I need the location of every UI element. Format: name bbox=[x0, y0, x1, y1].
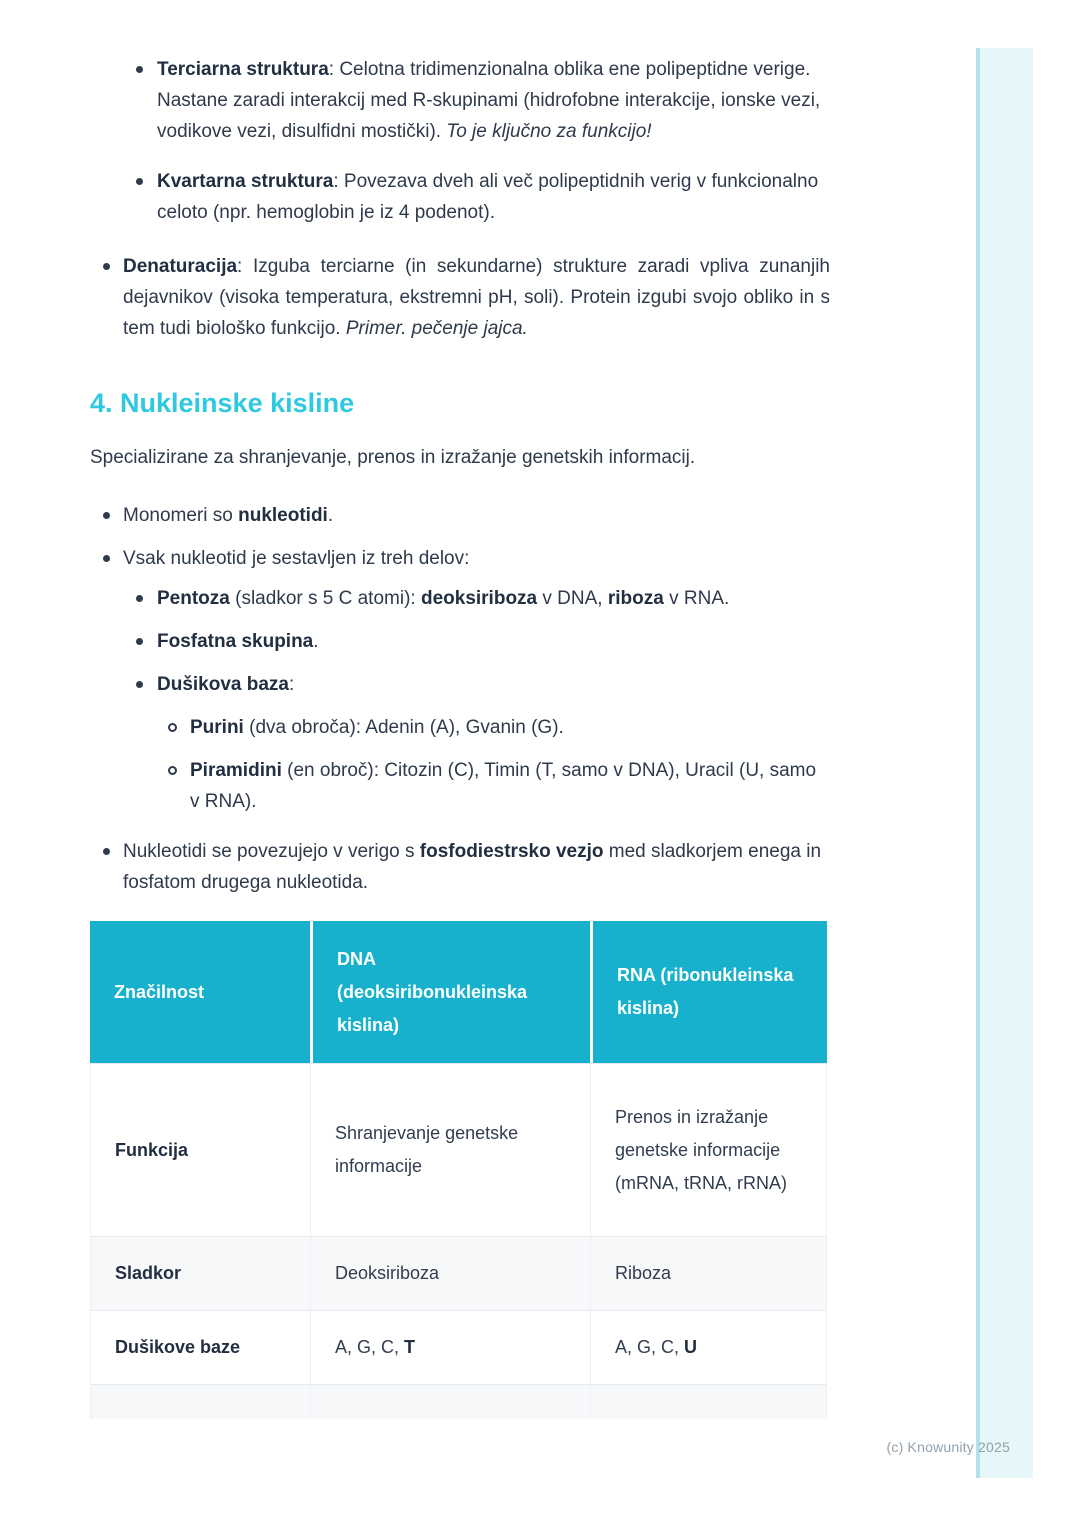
list-item-tertiary-structure bbox=[90, 54, 830, 147]
page-content bbox=[90, 0, 830, 1419]
denaturation-list bbox=[90, 251, 830, 344]
cell-bases-dna: A, G, C, T bbox=[310, 1310, 590, 1384]
section-intro: Specializirane za shranjevanje, prenos in izražanje genetskih informacij. bbox=[90, 447, 696, 468]
column-header-dna: DNA (deoksiribonukleinska kislina) bbox=[310, 921, 590, 1063]
nitrogen-base-text: Dušikova baza: bbox=[157, 674, 295, 695]
phosphodiester-list bbox=[90, 836, 830, 898]
cell-partial-3 bbox=[590, 1384, 827, 1419]
nucleotide-list bbox=[90, 500, 830, 574]
cell-function-dna: Shranjevanje genetske informacije bbox=[310, 1063, 590, 1236]
list-item-pyrimidines bbox=[90, 755, 830, 817]
list-item-phosphodiester-bond bbox=[90, 836, 830, 898]
quaternary-structure-text: Kvartarna struktura: Povezava dveh ali več polipeptidnih verig v funkcionalno celoto (npr. hemoglobin je iz 4 podenot). bbox=[157, 171, 819, 223]
table-row-bases bbox=[90, 1310, 827, 1384]
table-header bbox=[90, 921, 827, 1063]
monomers-text: Monomeri so nukleotidi. bbox=[123, 505, 334, 526]
list-item-pentose bbox=[90, 583, 830, 614]
list-item-purines bbox=[90, 712, 830, 743]
cell-sugar-rna: Riboza bbox=[590, 1236, 827, 1310]
cell-bases-rna: A, G, C, U bbox=[590, 1310, 827, 1384]
phosphate-text: Fosfatna skupina. bbox=[157, 631, 319, 652]
bases-sublist bbox=[90, 712, 830, 817]
tertiary-structure-text: Terciarna struktura: Celotna tridimenzionalna oblika ene polipeptidne verige. Nastane zaradi interakcij med R-skupinami (hidrofobne interakcije, ionske vezi, vodikove vezi, disulfidni mostički). To je ključno za funkcijo! bbox=[157, 59, 821, 142]
protein-structure-list bbox=[90, 54, 830, 228]
list-item-nitrogen-base bbox=[90, 669, 830, 700]
phosphodiester-text: Nukleotidi se povezujejo v verigo s fosfodiestrsko vezjo med sladkorjem enega in fosfatom drugega nukleotida. bbox=[123, 841, 822, 893]
row-label-bases: Dušikove baze bbox=[90, 1310, 310, 1384]
table-row-partial bbox=[90, 1384, 827, 1419]
pentose-text: Pentoza (sladkor s 5 C atomi): deoksiriboza v DNA, riboza v RNA. bbox=[157, 588, 730, 609]
list-item-denaturation bbox=[90, 251, 830, 344]
column-header-rna: RNA (ribonukleinska kislina) bbox=[590, 921, 827, 1063]
section-heading-nucleic-acids: 4. Nukleinske kisline bbox=[90, 388, 355, 418]
copyright-notice: (c) Knowunity 2025 bbox=[886, 1439, 1010, 1455]
nucleotide-parts-text: Vsak nukleotid je sestavljen iz treh delov: bbox=[123, 548, 470, 569]
denaturation-text: Denaturacija: Izguba terciarne (in sekundarne) strukture zaradi vpliva zunanjih dejavnikov (visoka temperatura, ekstremni pH, soli). Protein izgubi svojo obliko in s tem tudi biološko funkcijo. Primer. pečenje jajca. bbox=[123, 256, 830, 339]
table-row-sugar bbox=[90, 1236, 827, 1310]
list-item-monomers bbox=[90, 500, 830, 531]
column-header-feature: Značilnost bbox=[90, 921, 310, 1063]
nucleotide-parts-sublist bbox=[90, 583, 830, 700]
cell-function-rna: Prenos in izražanje genetske informacije (mRNA, tRNA, rRNA) bbox=[590, 1063, 827, 1236]
list-item-phosphate bbox=[90, 626, 830, 657]
list-item-quaternary-structure bbox=[90, 166, 830, 228]
cell-partial-1 bbox=[90, 1384, 310, 1419]
purines-text: Purini (dva obroča): Adenin (A), Gvanin (G). bbox=[190, 717, 564, 738]
cell-partial-2 bbox=[310, 1384, 590, 1419]
list-item-nucleotide-parts bbox=[90, 543, 830, 574]
page-edge-stripe bbox=[976, 48, 1033, 1478]
dna-rna-comparison-table bbox=[90, 921, 827, 1419]
table-row-function bbox=[90, 1063, 827, 1236]
row-label-function: Funkcija bbox=[90, 1063, 310, 1236]
cell-sugar-dna: Deoksiriboza bbox=[310, 1236, 590, 1310]
row-label-sugar: Sladkor bbox=[90, 1236, 310, 1310]
table-header-row bbox=[90, 921, 827, 1063]
pyrimidines-text: Piramidini (en obroč): Citozin (C), Timin (T, samo v DNA), Uracil (U, samo v RNA). bbox=[190, 760, 817, 812]
